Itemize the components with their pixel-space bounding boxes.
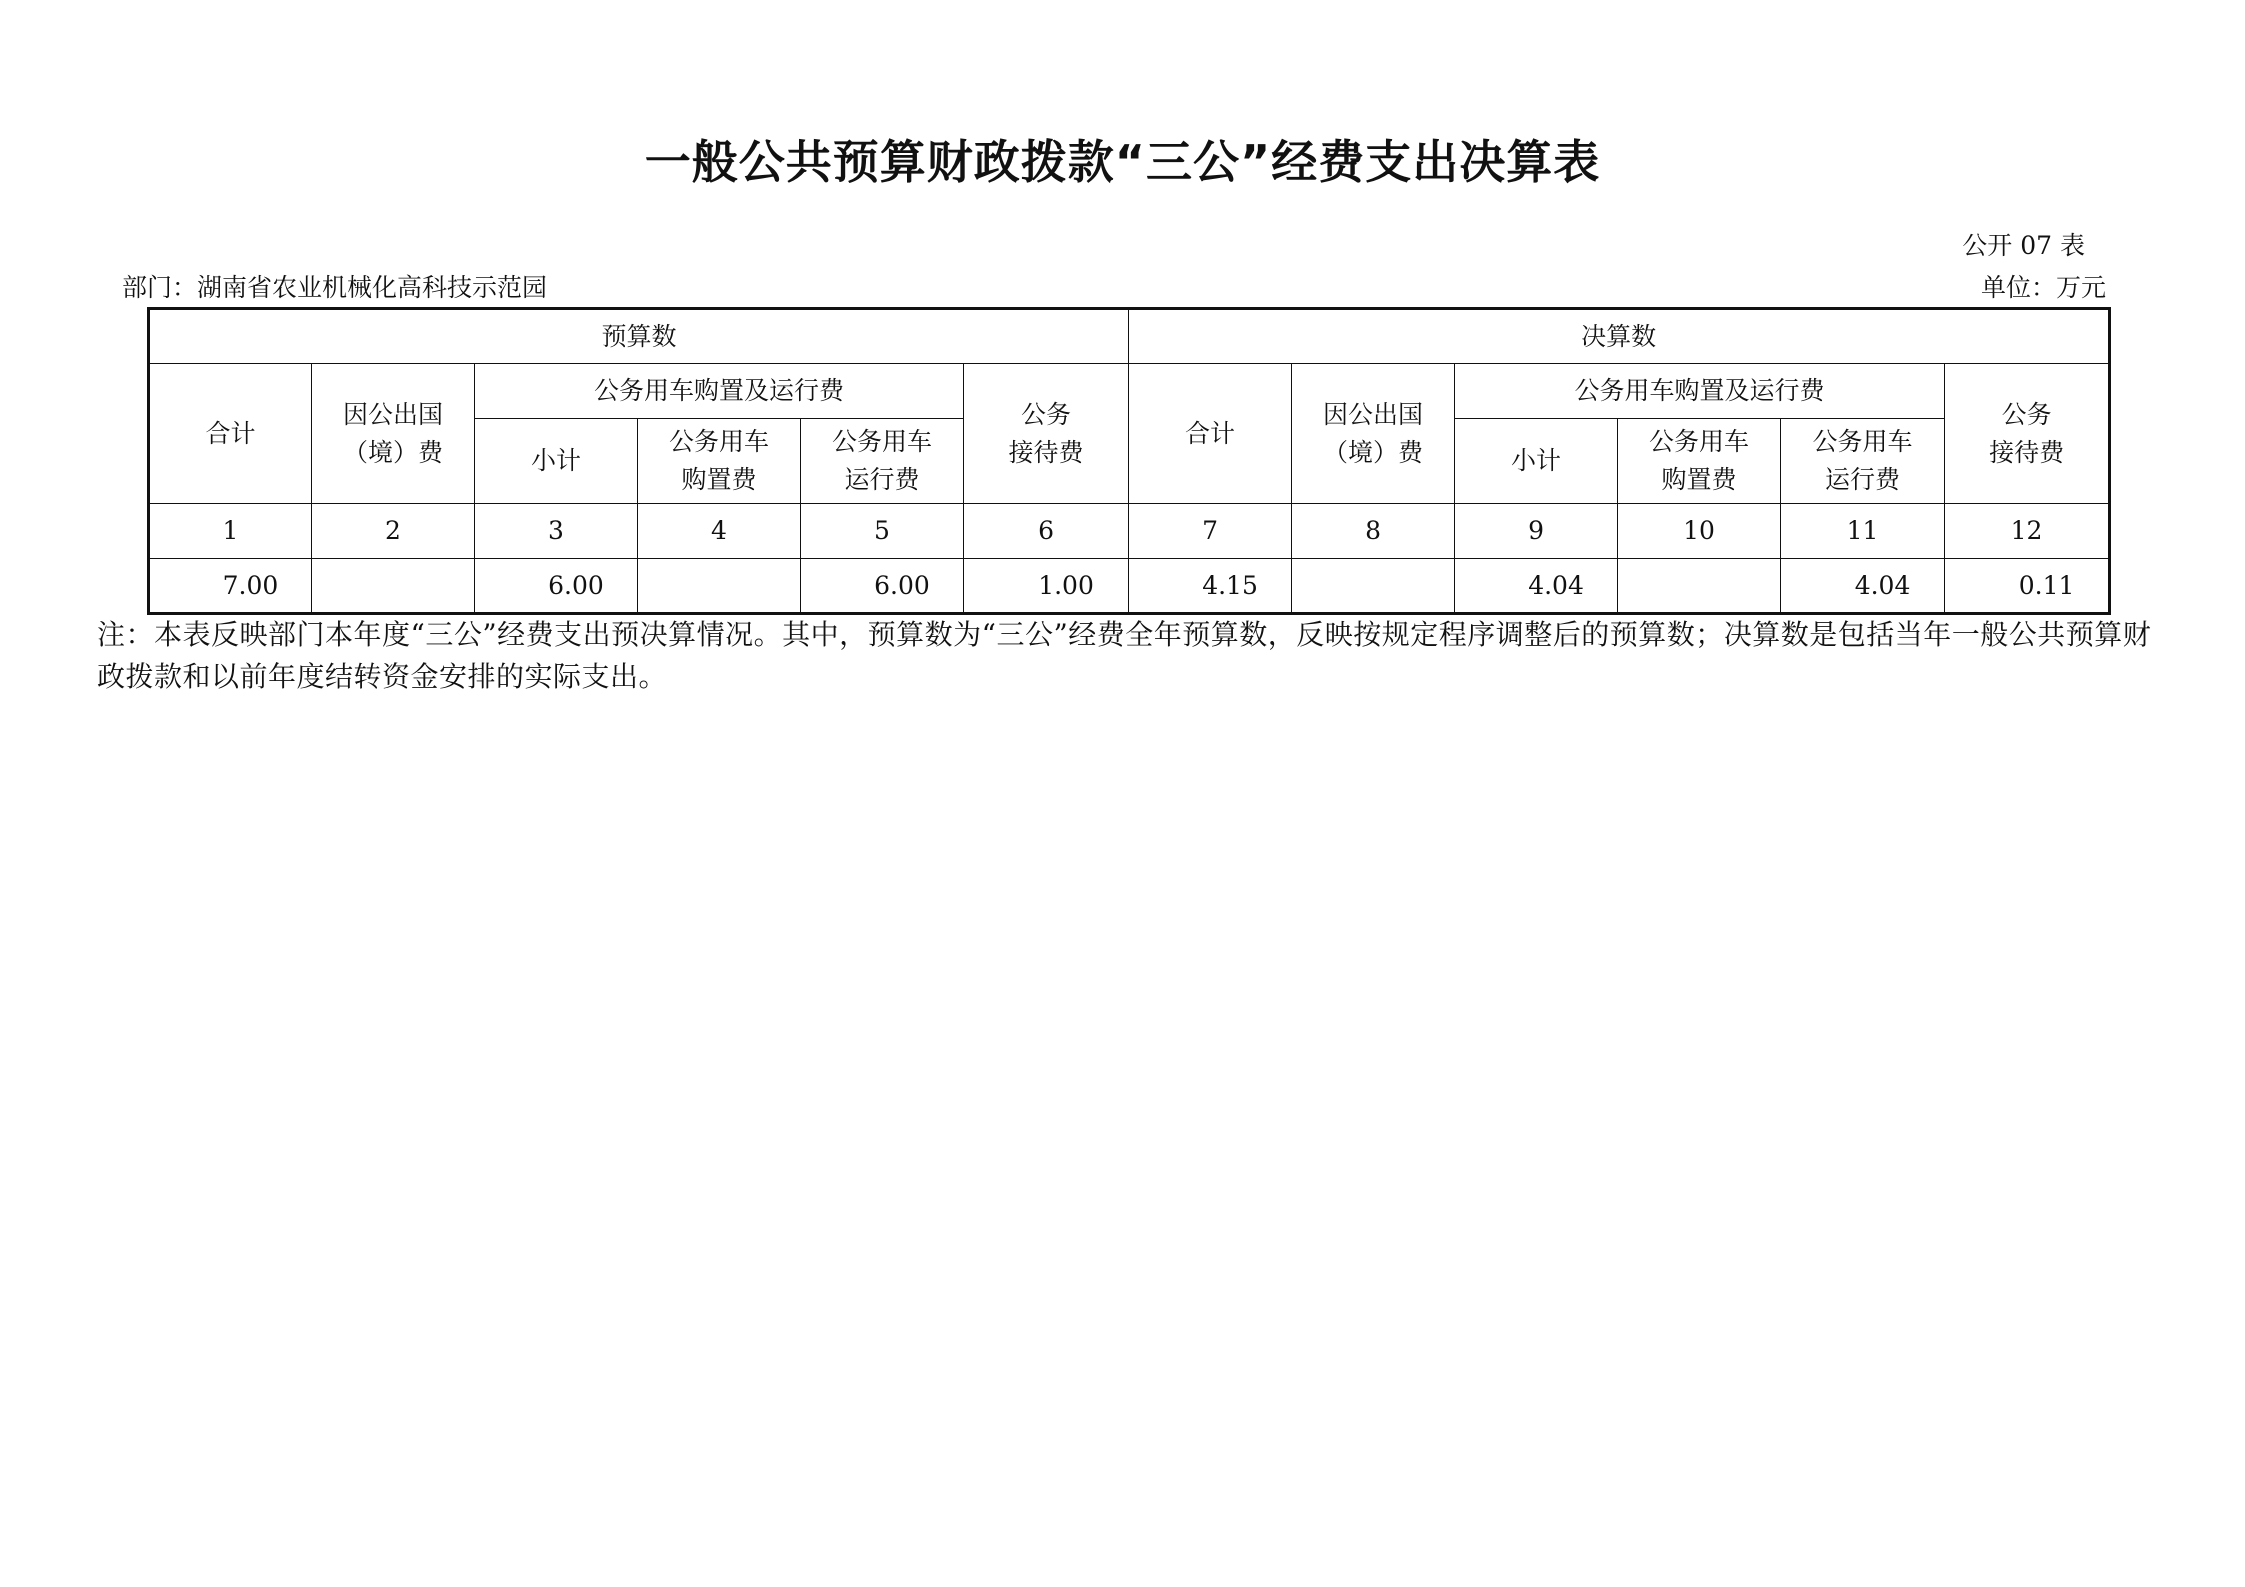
column-number: 10 (1618, 504, 1781, 559)
budget-vehicle-running-value: 6.00 (801, 559, 964, 614)
column-number: 7 (1129, 504, 1292, 559)
final-abroad-header (1292, 364, 1455, 504)
final-total-value: 4.15 (1129, 559, 1292, 614)
budget-purchase-header (638, 419, 801, 504)
form-number: 公开 07 表 (1962, 231, 2085, 260)
purchase-label-line2: 购置费 (1661, 465, 1737, 494)
reception-label-line2: 接待费 (1989, 437, 2065, 467)
final-vehicle-purchase-value (1618, 559, 1781, 614)
budget-running-header (801, 419, 964, 504)
final-purchase-header (1618, 419, 1781, 504)
budget-abroad-value (312, 559, 475, 614)
page-title: 一般公共预算财政拨款“三公”经费支出决算表 (644, 135, 1601, 189)
budget-reception-header (964, 364, 1129, 504)
group-header-row (149, 309, 2110, 364)
final-reception-value: 0.11 (1945, 559, 2110, 614)
column-number-row (149, 504, 2110, 559)
purchase-label-line2: 购置费 (681, 465, 757, 494)
budget-vehicle-header: 公务用车购置及运行费 (475, 364, 964, 419)
reception-label-line1: 公务 (2001, 399, 2052, 429)
unit-label: 单位：万元 (1980, 273, 2106, 302)
abroad-label-line1: 因公出国 (342, 399, 443, 429)
data-row (149, 559, 2110, 614)
running-label-line1: 公务用车 (1812, 427, 1913, 456)
column-number: 3 (475, 504, 638, 559)
final-vehicle-subtotal-value: 4.04 (1455, 559, 1618, 614)
column-number: 11 (1781, 504, 1945, 559)
reception-label-line1: 公务 (1021, 399, 1072, 429)
abroad-label-line1: 因公出国 (1323, 399, 1424, 429)
budget-abroad-header (312, 364, 475, 504)
column-number: 12 (1945, 504, 2110, 559)
column-number: 9 (1455, 504, 1618, 559)
budget-vehicle-purchase-value (638, 559, 801, 614)
running-label-line2: 运行费 (844, 465, 920, 494)
reception-label-line2: 接待费 (1008, 437, 1084, 467)
budget-total-header: 合计 (149, 364, 312, 504)
column-number: 1 (149, 504, 312, 559)
final-vehicle-header: 公务用车购置及运行费 (1455, 364, 1945, 419)
abroad-label-line2: （境）费 (342, 437, 443, 467)
final-group-header: 决算数 (1129, 309, 2110, 364)
three-public-expenses-table (147, 307, 2111, 615)
budget-subtotal-header: 小计 (475, 419, 638, 504)
running-label-line1: 公务用车 (831, 427, 932, 456)
column-header-row (149, 364, 2110, 419)
budget-reception-value: 1.00 (964, 559, 1129, 614)
final-total-header: 合计 (1129, 364, 1292, 504)
running-label-line2: 运行费 (1825, 465, 1901, 494)
final-subtotal-header: 小计 (1455, 419, 1618, 504)
footnote: 注：本表反映部门本年度“三公”经费支出预决算情况。其中，预算数为“三公”经费全年预算数，反映按规定程序调整后的预算数；决算数是包括当年一般公共预算财政拨款和以前年度结转资金安排的实际支出。 (97, 618, 2152, 693)
budget-vehicle-subtotal-value: 6.00 (475, 559, 638, 614)
final-abroad-value (1292, 559, 1455, 614)
purchase-label-line1: 公务用车 (1649, 427, 1750, 456)
final-reception-header (1945, 364, 2110, 504)
final-vehicle-running-value: 4.04 (1781, 559, 1945, 614)
purchase-label-line1: 公务用车 (668, 427, 769, 456)
column-number: 2 (312, 504, 475, 559)
column-number: 8 (1292, 504, 1455, 559)
column-number: 4 (638, 504, 801, 559)
column-number: 5 (801, 504, 964, 559)
final-running-header (1781, 419, 1945, 504)
budget-total-value: 7.00 (149, 559, 312, 614)
department-label: 部门：湖南省农业机械化高科技示范园 (122, 273, 548, 302)
abroad-label-line2: （境）费 (1323, 437, 1424, 467)
budget-group-header: 预算数 (149, 309, 1129, 364)
column-number: 6 (964, 504, 1129, 559)
